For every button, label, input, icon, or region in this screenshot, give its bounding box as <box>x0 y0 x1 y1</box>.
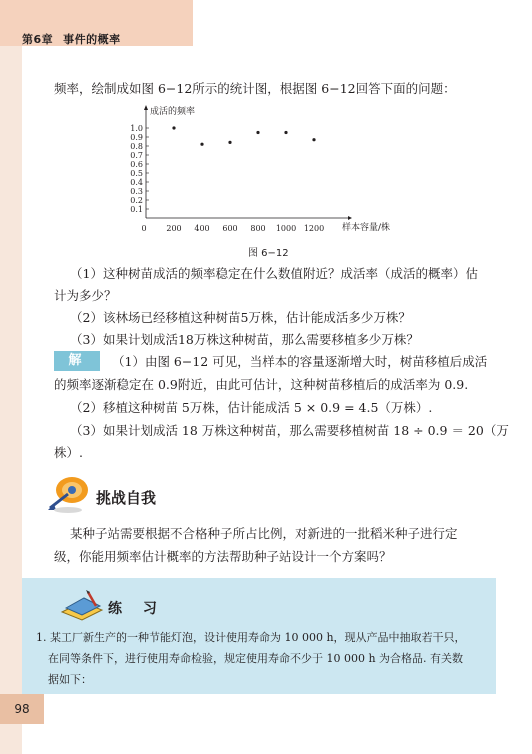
question-3: （3）如果计划成活18万株这种树苗，那么需要移植多少万株？ <box>70 332 419 347</box>
data-points <box>172 126 315 145</box>
page-number: 98 <box>0 694 44 724</box>
data-point <box>172 126 175 129</box>
question-1-line-2: 计为多少？ <box>54 288 117 303</box>
y-tick-label: 0.5 <box>130 169 143 178</box>
exercise-1-line-1: 1. 某工厂新生产的一种节能灯泡，设计使用寿命为 10 000 h，现从产品中抽取若干只， <box>36 631 466 644</box>
challenge-line-2: 级，你能用频率估计概率的方法帮助种子站设计一个方案吗？ <box>54 549 392 564</box>
practice-book-icon <box>58 588 106 622</box>
scatter-chart <box>132 100 422 245</box>
chart-axes <box>144 105 352 220</box>
chart-svg <box>132 100 422 245</box>
x-tick-label: 1200 <box>303 224 325 233</box>
solution-line-1: （1）由图 6−12 可见，当样本的容量逐渐增大时，树苗移植后成活 <box>112 354 488 369</box>
figure-caption: 图 6−12 <box>248 248 289 259</box>
x-axis-arrow <box>348 216 352 220</box>
x-tick-label: 0 <box>141 224 147 233</box>
y-tick-label: 0.1 <box>130 205 143 214</box>
x-tick-label: 600 <box>222 224 238 233</box>
y-tick-label: 0.6 <box>130 160 143 169</box>
data-point <box>228 141 231 144</box>
y-tick-label: 0.9 <box>130 133 143 142</box>
x-ticks <box>141 224 324 233</box>
y-axis-arrow <box>144 105 148 110</box>
chapter-heading <box>22 31 121 47</box>
x-tick-label: 400 <box>194 224 210 233</box>
y-axis-label: 成活的频率 <box>150 107 196 117</box>
left-margin-band <box>0 46 22 754</box>
solution-line-4: （3）如果计划成活 18 万株这种树苗，那么需要移植树苗 18 ÷ 0.9 ＝ 20（万 <box>70 423 509 438</box>
data-point <box>312 138 315 141</box>
challenge-title: 挑战自我 <box>96 489 157 507</box>
x-tick-label: 1000 <box>275 224 297 233</box>
challenge-line-1: 某种子站需要根据不合格种子所占比例，对新进的一批稻米种子进行定 <box>70 526 458 541</box>
y-tick-label: 0.4 <box>130 178 143 187</box>
chapter-label: 第6章 <box>22 33 54 46</box>
x-tick-label: 200 <box>166 224 182 233</box>
data-point <box>200 143 203 146</box>
y-tick-label: 0.7 <box>130 151 143 160</box>
data-point <box>284 131 287 134</box>
practice-title: 练 习 <box>108 601 165 617</box>
intro-line: 频率，绘制成如图 6−12所示的统计图，根据图 6−12回答下面的问题： <box>54 81 456 96</box>
data-point <box>256 131 259 134</box>
solution-line-3: （2）移植这种树苗 5万株，估计能成活 5 × 0.9 = 4.5（万株）. <box>70 400 433 415</box>
question-2: （2）该林场已经移植这种树苗5万株，估计能成活多少万株？ <box>70 310 411 325</box>
question-1-line-1: （1）这种树苗成活的频率稳定在什么数值附近？成活率（成活的概率）估 <box>70 266 478 281</box>
y-tick-label: 0.3 <box>130 187 143 196</box>
chapter-title: 事件的概率 <box>63 33 121 46</box>
y-tick-label: 0.2 <box>130 196 143 205</box>
challenge-icon <box>46 470 94 514</box>
y-tick-label: 0.8 <box>130 142 143 151</box>
exercise-1-line-2: 在同等条件下，进行使用寿命检验，规定使用寿命不少于 10 000 h 为合格品. 有关数 <box>48 652 464 665</box>
x-axis-label: 样本容量/株 <box>342 223 391 233</box>
solution-line-5: 株）. <box>54 445 83 460</box>
solution-line-2: 的频率逐渐稳定在 0.9附近，由此可估计，这种树苗移植后的成活率为 0.9. <box>54 377 469 392</box>
y-tick-label: 1.0 <box>130 124 143 133</box>
solution-label: 解 <box>54 351 100 371</box>
x-tick-label: 800 <box>250 224 266 233</box>
exercise-1-line-3: 据如下： <box>48 673 92 686</box>
